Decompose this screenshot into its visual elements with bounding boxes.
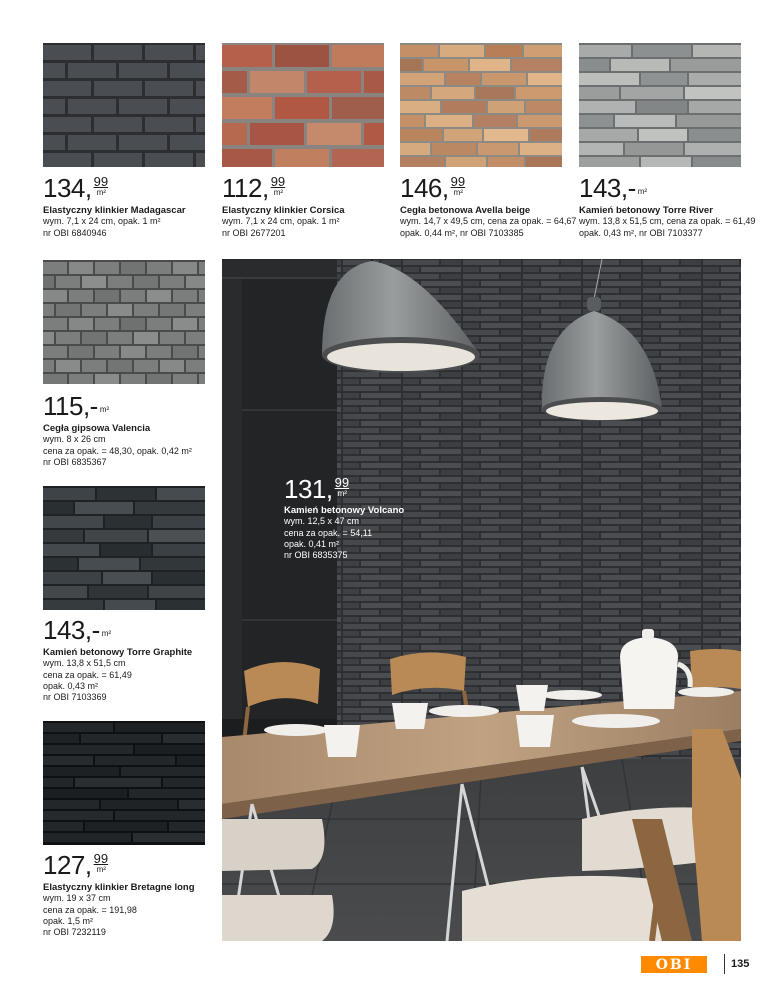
product-detail: opak. 1,5 m² <box>43 915 94 926</box>
price-unit: m² <box>99 405 110 414</box>
price-main: 127, <box>43 850 92 880</box>
price-main: 131, <box>284 474 333 504</box>
madagascar-swatch-image <box>43 43 205 167</box>
torre-graphite-description <box>43 647 192 703</box>
price-main: 112, <box>222 173 269 203</box>
product-detail: wym. 13,8 x 51,5 cm, cena za opak. = 61,49 <box>579 216 756 227</box>
price-main: 115,- <box>43 391 98 421</box>
price-main: 146, <box>400 173 449 203</box>
price-cents: 99 <box>93 174 109 189</box>
price-unit: m² <box>96 865 106 874</box>
product-detail: nr OBI 7232119 <box>43 927 106 938</box>
torre-graphite-swatch-image <box>43 486 205 610</box>
product-detail: opak. 0,44 m², nr OBI 7103385 <box>400 227 524 238</box>
product-detail: wym. 13,8 x 51,5 cm <box>43 658 126 669</box>
valencia-swatch-image <box>43 260 205 384</box>
price-cents: 99 <box>93 851 109 866</box>
product-name: Kamień betonowy Volcano <box>284 505 405 516</box>
bretagne-price <box>43 852 108 878</box>
price-cents: 99 <box>270 174 286 189</box>
valencia-description <box>43 423 192 468</box>
product-detail: opak. 0,43 m² <box>43 680 99 691</box>
price-cents: 99 <box>450 174 466 189</box>
page-number: 135 <box>731 958 750 970</box>
avella-price <box>400 175 465 201</box>
product-detail: wym. 12,5 x 47 cm <box>284 516 360 527</box>
product-detail: wym. 14,7 x 49,5 cm, cena za opak. = 64,67 <box>400 216 577 227</box>
obi-logo <box>641 956 707 973</box>
product-name: Elastyczny klinkier Corsica <box>222 205 345 216</box>
torre-river-description <box>579 205 755 239</box>
corsica-price <box>222 175 285 201</box>
product-detail: wym. 7,1 x 24 cm, opak. 1 m² <box>43 216 161 227</box>
volcano-description <box>284 505 404 561</box>
bretagne-swatch-image <box>43 721 205 845</box>
bretagne-description <box>43 882 195 938</box>
price-main: 134, <box>43 173 92 203</box>
price-unit: m² <box>637 187 648 196</box>
volcano-price <box>284 476 349 502</box>
corsica-swatch-image <box>222 43 384 167</box>
price-cents: 99 <box>334 475 350 490</box>
product-detail: cena za opak. = 191,98 <box>43 904 137 915</box>
product-detail: cena za opak. = 54,11 <box>284 527 373 538</box>
footer-divider <box>724 954 725 974</box>
price-unit: m² <box>453 188 463 197</box>
dining-room-photo <box>222 259 741 941</box>
price-unit: m² <box>337 489 347 498</box>
product-name: Kamień betonowy Torre Graphite <box>43 647 193 658</box>
product-name: Elastyczny klinkier Madagascar <box>43 205 186 216</box>
avella-swatch-image <box>400 43 562 167</box>
price-unit: m² <box>273 188 284 197</box>
corsica-description <box>222 205 345 239</box>
product-name: Elastyczny klinkier Bretagne long <box>43 882 195 893</box>
madagascar-price <box>43 175 108 201</box>
obi-logo-text: OBI <box>655 956 693 973</box>
product-detail: nr OBI 6835375 <box>284 550 348 561</box>
price-main: 143,- <box>43 615 100 645</box>
product-detail: nr OBI 6840946 <box>43 227 107 238</box>
product-detail: opak. 0,41 m² <box>284 538 340 549</box>
torre-graphite-price <box>43 617 111 643</box>
torre-river-price <box>579 175 647 201</box>
price-main: 143,- <box>579 173 636 203</box>
product-detail: wym. 8 x 26 cm <box>43 434 106 445</box>
price-unit: m² <box>96 188 106 197</box>
product-detail: opak. 0,43 m², nr OBI 7103377 <box>579 227 703 238</box>
product-detail: cena za opak. = 48,30, opak. 0,42 m² <box>43 445 192 456</box>
product-name: Cegła gipsowa Valencia <box>43 423 151 434</box>
product-detail: wym. 19 x 37 cm <box>43 893 111 904</box>
product-detail: nr OBI 6835367 <box>43 456 107 467</box>
avella-description <box>400 205 576 239</box>
price-unit: m² <box>101 629 112 638</box>
product-name: Cegła betonowa Avella beige <box>400 205 531 216</box>
product-detail: nr OBI 7103369 <box>43 692 107 703</box>
madagascar-description <box>43 205 186 239</box>
torre-river-swatch-image <box>579 43 741 167</box>
product-detail: nr OBI 2677201 <box>222 227 286 238</box>
product-detail: wym. 7,1 x 24 cm, opak. 1 m² <box>222 216 340 227</box>
product-name: Kamień betonowy Torre River <box>579 205 713 216</box>
valencia-price <box>43 393 109 419</box>
product-detail: cena za opak. = 61,49 <box>43 669 132 680</box>
